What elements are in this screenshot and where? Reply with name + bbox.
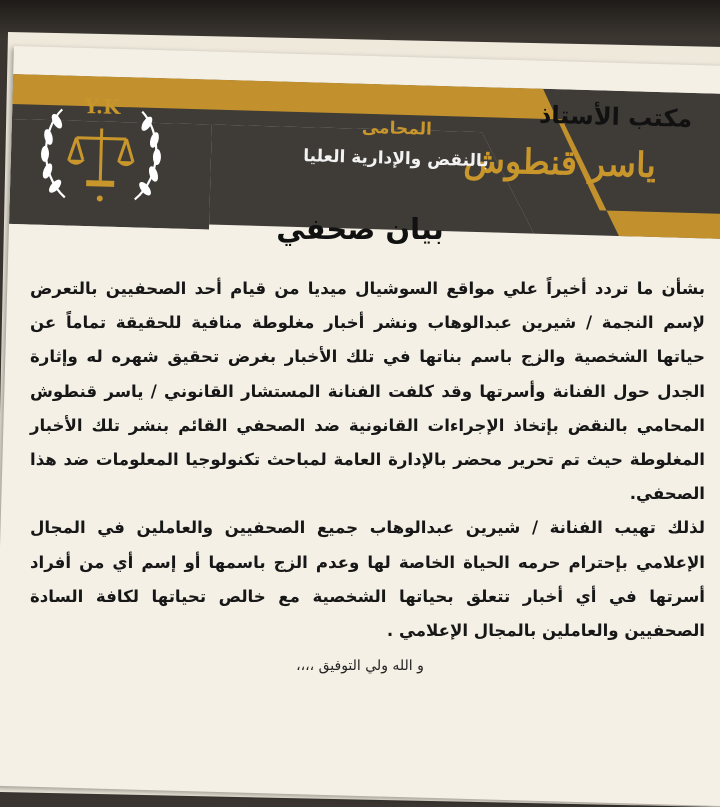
statement-body <box>30 272 705 648</box>
lawyer-name: ياسر قنطوش <box>463 140 657 186</box>
statement-paragraph: لذلك تهيب الفنانة / شيرين عبدالوهاب جميع الصحفيين والعاملين في المجال الإعلامي بإحترام حرمه الحياة الخاصة لها وعدم الزج باسمها أو إسم أي من أفراد أسرتها في أي أخبار تتعلق بحياتها الشخصية مع خالص تحياتها لكافة السادة الصحفيين والعاملين بالمجال الإعلامي . <box>30 518 705 641</box>
logo-initials: Y.K <box>83 93 121 119</box>
statement-title: بيان صحفي <box>276 212 444 246</box>
office-name: مكتب الأستاذ <box>538 100 693 133</box>
specialty-label: بالنقض والإدارية العليا <box>302 146 489 172</box>
logo <box>19 78 183 222</box>
closing-line: و الله ولي التوفيق ،،،، <box>296 658 424 674</box>
profession-label: المحامى <box>361 117 433 140</box>
statement-paragraph: بشأن ما تردد أخيراً علي مواقع السوشيال ميديا من قيام أحد الصحفيين بالتعرض لإسم النجمة / شيرين عبدالوهاب ونشر أخبار مغلوطة منافية للحقيقة تماماً عن حياتها الشخصية والزج باسم بناتها في تلك الأخبار بغرض تحقيق شهره له وإثارة الجدل حول الفنانة وأسرتها وقد كلفت الفنانة المستشار القانوني / ياسر قنطوش المحامي بالنقض بإتخاذ الإجراءات القانونية ضد الصحفي القائم بنشر تلك الأخبار المغلوطة حيث تم تحرير محضر بالإدارة العامة لمباحث تكنولوجيا المعلومات ضد هذا الصحفي. <box>30 279 705 504</box>
